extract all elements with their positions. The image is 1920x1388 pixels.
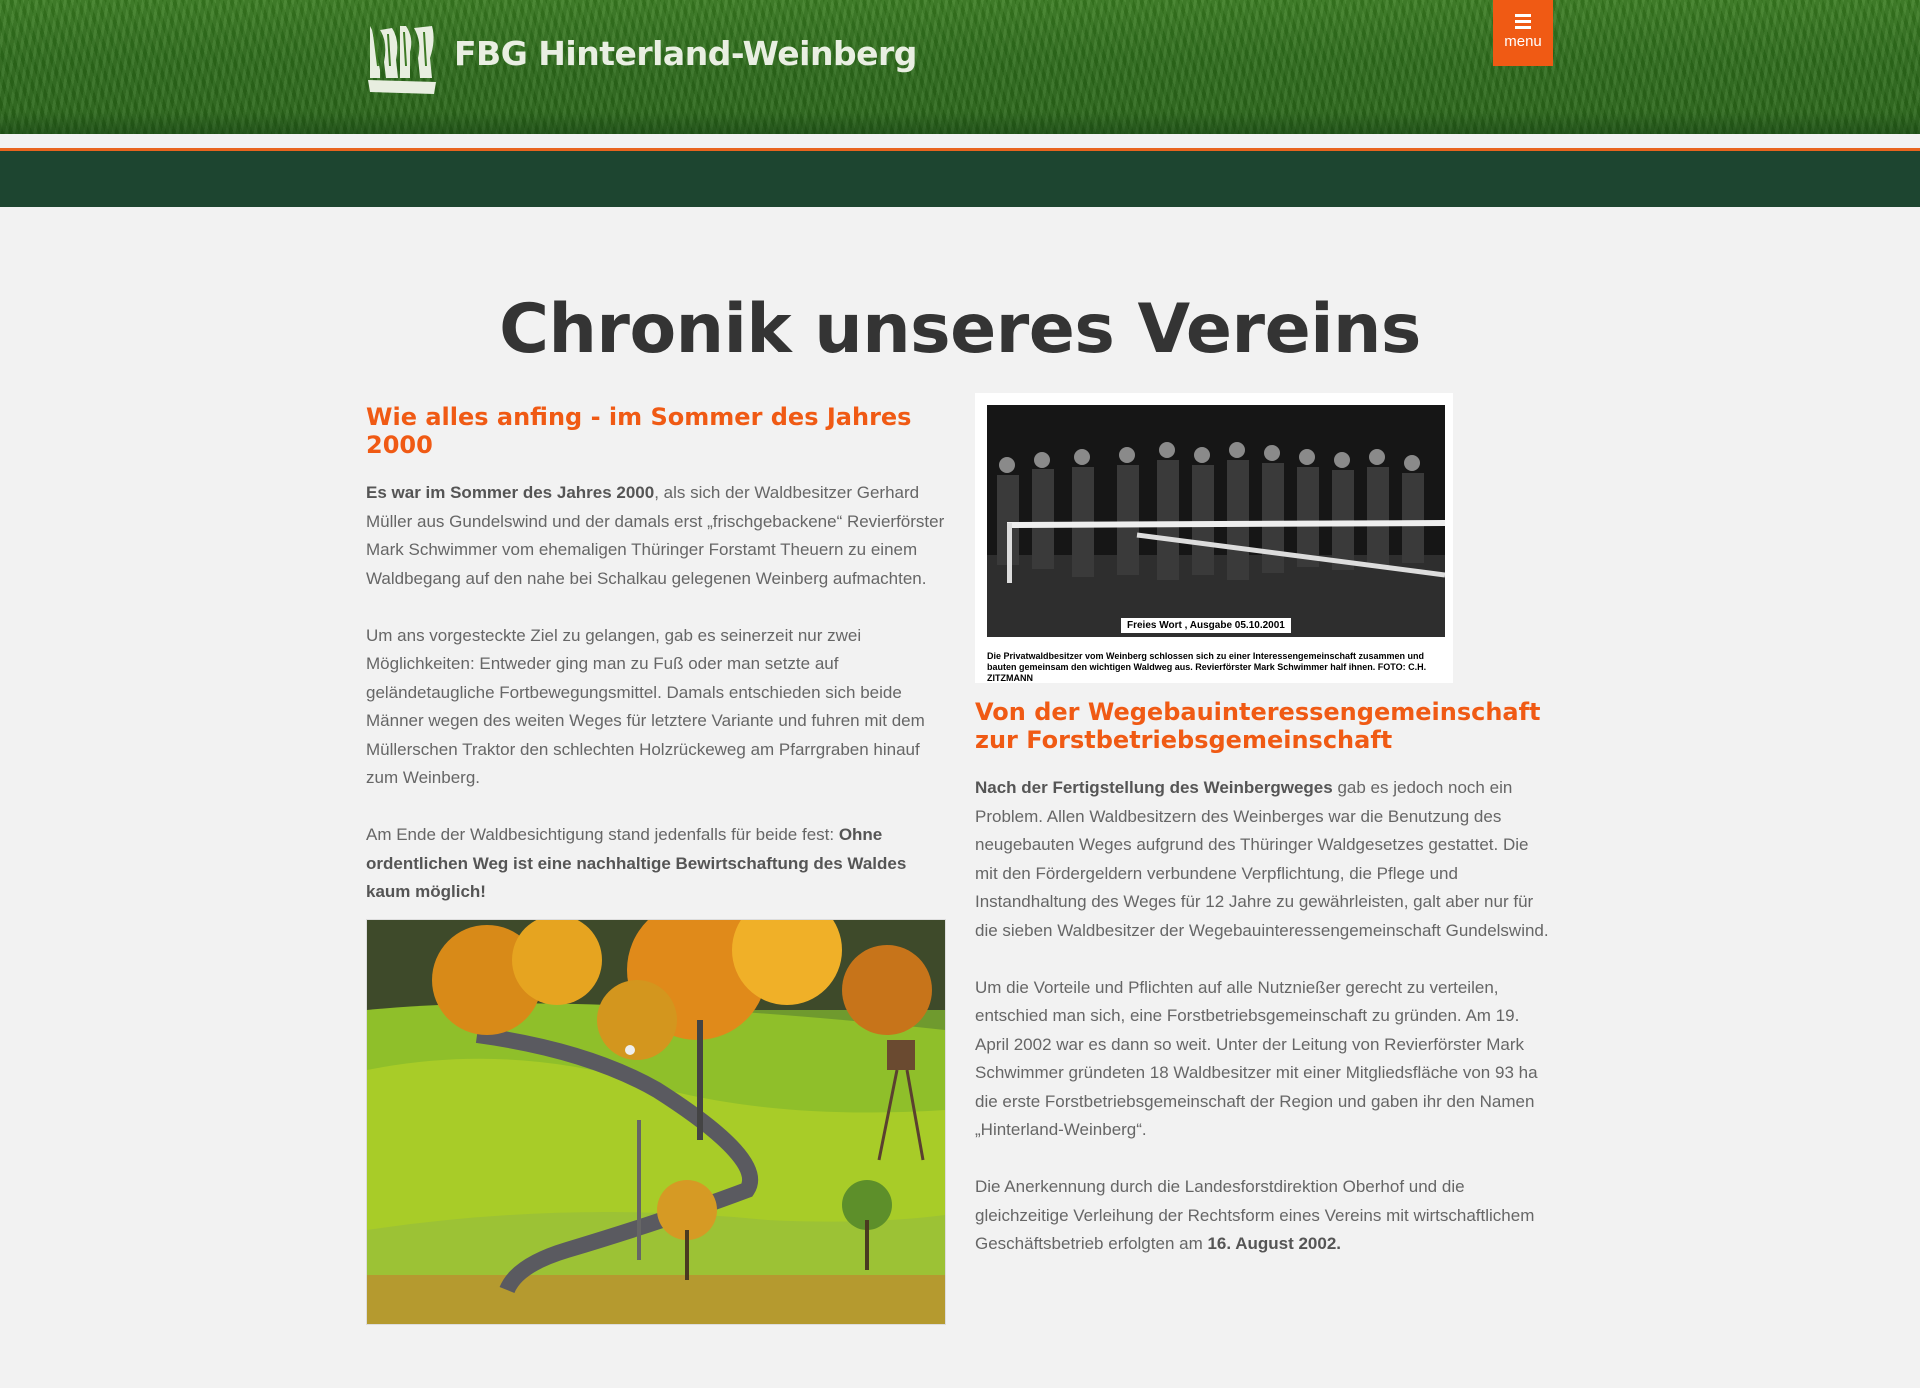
site-header [0,0,1920,134]
hamburger-icon [1515,14,1531,29]
right-column [975,393,1555,1259]
left-p1-bold: Es war im Sommer des Jahres 2000 [366,483,655,502]
right-p1-bold: Nach der Fertigstellung des Weinbergweges [975,778,1333,797]
group-photo [987,405,1445,637]
left-paragraph-3 [366,821,946,907]
left-p3-start: Am Ende der Waldbesichtigung stand jedenfalls für beide fest: [366,825,839,844]
right-paragraph-3 [975,1173,1555,1259]
autumn-road-photo [366,919,946,1325]
right-p3-start: Die Anerkennung durch die Landesforstdirektion Oberhof und die gleichzeitige Verleihung der Rechtsform eines Vereins mit wirtschaftlichem Geschäftsbetrieb erfolgten am [975,1177,1535,1253]
right-paragraph-1 [975,774,1555,945]
header-shade [0,112,1920,134]
right-paragraph-2: Um die Vorteile und Pflichten auf alle Nutznießer gerecht zu verteilen, entschied man sich, eine Forstbetriebsgemeinschaft zu gründen. Am 19. April 2002 war es dann so weit. Unter der Leitung von Revierförster Mark Schwimmer gründeten 18 Waldbesitzer mit einer Mitgliedsfläche von 93 ha die erste Forstbetriebsgemeinschaft der Region und gaben ihr den Namen „Hinterland-Weinberg“. [975,977,1538,1139]
clipping-label: Freies Wort , Ausgabe 05.10.2001 [1121,618,1291,633]
menu-label: menu [1504,33,1542,50]
left-paragraph-1 [366,479,946,593]
newspaper-clipping [975,393,1453,683]
left-column [366,403,946,1325]
right-p1-rest: gab es jedoch noch ein Problem. Allen Waldbesitzern des Weinberges war die Benutzung des neugebauten Weges aufgrund des Thüringer Waldgesetzes gestattet. Die mit den Fördergeldern verbundene Verpflichtung, die Pflege und Instandhaltung des Weges für 12 Jahre zu gewährleisten, galt aber nur für die sieben Waldbesitzer der Wegebauinteressengemeinschaft Gundelswind. [975,778,1549,940]
page-title: Chronik unseres Vereins [499,290,1421,369]
left-p1-rest: , als sich der Waldbesitzer Gerhard Müller aus Gundelswind und der damals erst „frischgebackene“ Revierförster Mark Schwimmer vom ehemaligen Thüringer Forstamt Theuern zu einem Waldbegang auf den nahe bei Schalkau gelegenen Weinberg aufmachten. [366,483,945,588]
right-heading: Von der Wegebauinteressengemeinschaft zur Forstbetriebsgemeinschaft [975,698,1541,754]
tree-logo-icon[interactable] [366,22,438,94]
clipping-caption: Die Privatwaldbesitzer vom Weinberg schlossen sich zu einer Interessengemeinschaft zusammen und bauten gemeinsam den wichtigen Waldweg aus. Revierförster Mark Schwimmer half ihnen. FOTO: C.H. ZITZMANN [987,651,1427,683]
site-title[interactable]: FBG Hinterland-Weinberg [454,34,917,73]
nav-band [0,151,1920,207]
menu-button[interactable] [1493,0,1553,66]
right-p3-bold: 16. August 2002. [1207,1234,1342,1253]
left-paragraph-2: Um ans vorgesteckte Ziel zu gelangen, gab es seinerzeit nur zwei Möglichkeiten: Entweder ging man zu Fuß oder man setzte auf geländetaugliche Fortbewegungsmittel. Damals entschieden sich beide Männer wegen des weiten Weges für letztere Variante und fuhren mit dem Müllerschen Traktor den schlechten Holzrückeweg am Pfarrgraben hinauf zum Weinberg. [366,625,925,787]
left-p3-bold: Ohne ordentlichen Weg ist eine nachhaltige Bewirtschaftung des Waldes kaum möglich! [366,825,907,901]
left-heading: Wie alles anfing - im Sommer des Jahres 2000 [366,403,912,459]
